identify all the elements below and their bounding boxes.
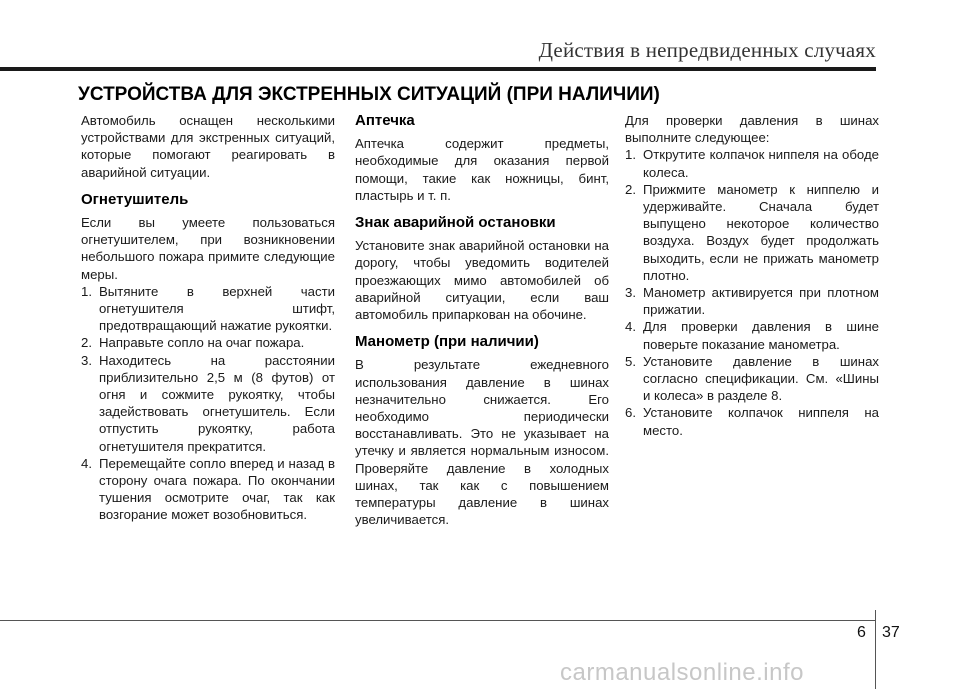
watermark: carmanualsonline.info <box>560 659 804 686</box>
list-item: 4. Для проверки давления в шине поверьте показание манометра. <box>625 319 879 352</box>
list-item: 1. Открутите колпачок ниппеля на ободе колеса. <box>625 147 879 180</box>
list-item: 2. Прижмите манометр к ниппелю и удерживайте. Сначала будет выпущено некоторое количество воздуха. Воздух будет продолжать выходить, если не прижать манометр плотно. <box>625 181 879 283</box>
warning-sign-heading: Знак аварийной остановки <box>355 214 556 232</box>
list-item: 4. Перемещайте сопло вперед и назад в сторону очага пожара. По окончании тушения осмотрите очаг, так как возгорание может возобновиться. <box>81 455 335 523</box>
crop-mark-horizontal <box>0 620 875 621</box>
first-aid-heading: Аптечка <box>355 112 415 129</box>
list-item: 3. Находитесь на расстоянии приблизительно 2,5 м (8 футов) от огня и сожмите рукоятку, чтобы задействовать огнетушитель. Если отпустить рукоятку, работа огнетушителя прекратится. <box>81 352 335 454</box>
gauge-heading: Манометр (при наличии) <box>355 333 539 351</box>
column-1 <box>81 112 335 524</box>
tire-check-steps <box>625 146 879 438</box>
list-item: 5. Установите давление в шинах согласно спецификации. См. «Шины и колеса» в разделе 8. <box>625 353 879 404</box>
header-rule <box>0 67 876 71</box>
warning-sign-text: Установите знак аварийной остановки на дорогу, чтобы уведомить водителей проезжающих мимо автомобилей об аварийной ситуации, если ваш автомобиль припаркован на обочине. <box>355 238 609 323</box>
list-item: 2. Направьте сопло на очаг пожара. <box>81 335 305 351</box>
gauge-text: В результате ежедневного использования давление в шинах незначительно снижается. Его необходимо периодически восстанавливать. Это не указывает на утечку и является нормальным износом. Проверяйте давление в холодных шинах, так как с повышением температуры давление в шинах увеличивается. <box>355 357 609 528</box>
section-title: УСТРОЙСТВА ДЛЯ ЭКСТРЕННЫХ СИТУАЦИЙ (ПРИ НАЛИЧИИ) <box>78 84 660 105</box>
column-3 <box>625 112 879 439</box>
crop-mark-vertical <box>875 610 876 689</box>
intro-paragraph: Автомобиль оснащен несколькими устройствами для экстренных ситуаций, которые помогают реагировать в аварийной ситуации. <box>81 113 335 180</box>
running-header: Действия в непредвиденных случаях <box>538 38 876 62</box>
list-item: 3. Манометр активируется при плотном прижатии. <box>625 285 879 318</box>
first-aid-text: Аптечка содержит предметы, необходимые для оказания первой помощи, такие как ножницы, бинт, пластырь и т. п. <box>355 136 609 203</box>
extinguisher-heading: Огнетушитель <box>81 190 189 208</box>
page-number: 37 <box>882 624 900 641</box>
column-2 <box>355 112 609 528</box>
chapter-number: 6 <box>857 624 866 641</box>
list-item: 6. Установите колпачок ниппеля на место. <box>625 405 879 438</box>
extinguisher-text: Если вы умеете пользоваться огнетушителем, при возникновении небольшого пожара примите следующие меры. <box>81 215 335 282</box>
extinguisher-steps <box>81 283 335 524</box>
list-item: 1. Вытяните в верхней части огнетушителя штифт, предотвращающий нажатие рукоятки. <box>81 283 335 334</box>
tire-check-intro: Для проверки давления в шинах выполните следующее: <box>625 113 879 146</box>
